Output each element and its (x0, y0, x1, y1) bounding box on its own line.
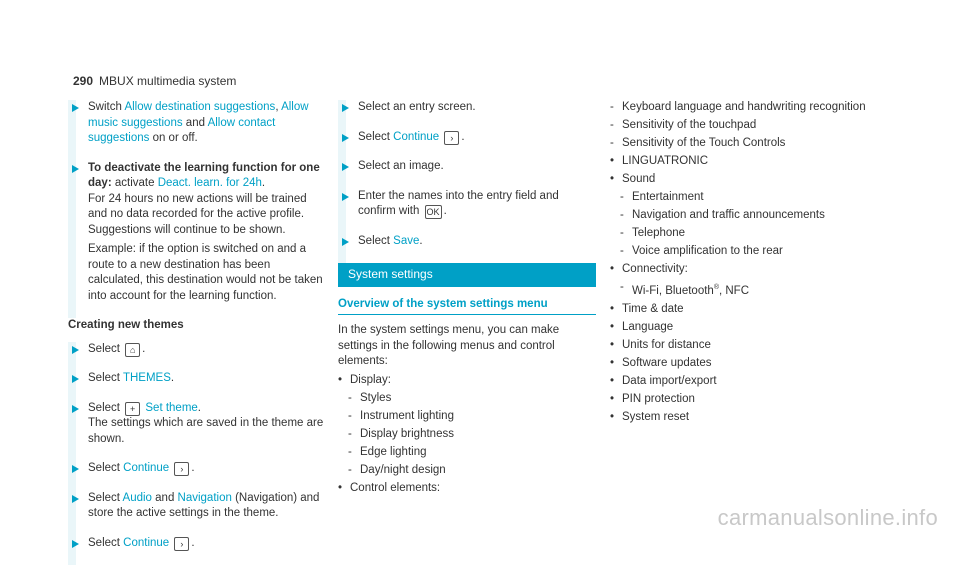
text: Select (88, 343, 123, 355)
continue-link[interactable]: Continue (123, 462, 169, 474)
text: Select (88, 537, 123, 549)
list-item: • System reset (610, 410, 880, 426)
audio-link[interactable]: Audio (123, 492, 152, 504)
list-item: • Time & date (610, 302, 880, 318)
step-continue-1: Select Continue › . (68, 461, 324, 477)
list-item: - Voice amplification to the rear (610, 244, 880, 260)
text: Enter the names into the entry field and confirm with (358, 190, 559, 218)
step-enter-names: Enter the names into the entry field and confirm with OK . (338, 189, 596, 220)
list-item: • Units for distance (610, 338, 880, 354)
registered-mark: ® (714, 284, 719, 291)
list-item: - Keyboard language and handwriting recognition (610, 100, 880, 116)
step-deactivate-learning: To deactivate the learning function for one day: activate Deact. learn. for 24h. For 24 hours no new actions will be trained and no data recorded for the active profile. Suggestions will continue to be shown. Example: if the option is switched on and a route to a new destination has been calculated, this destination would not be taken into account for the learning function. (68, 161, 324, 305)
list-item: - Edge lighting (338, 445, 596, 461)
column-1 (68, 100, 324, 565)
text: Wi-Fi, Bluetooth (632, 285, 714, 297)
step-audio-navigation (68, 491, 324, 522)
arrow-icon (72, 346, 79, 354)
step-set-theme: Select + Set theme. The settings which are saved in the theme are shown. (68, 401, 324, 448)
arrow-icon (342, 193, 349, 201)
list-item: • Software updates (610, 356, 880, 372)
text: activate (112, 177, 158, 189)
list-item: • LINGUATRONIC (610, 154, 880, 170)
text: and (183, 117, 208, 129)
list-item: • Data import/export (610, 374, 880, 390)
home-icon[interactable]: ⌂ (125, 343, 140, 357)
chevron-right-icon[interactable]: › (174, 462, 189, 476)
arrow-icon (72, 165, 79, 173)
overview-heading: Overview of the system settings menu (338, 297, 596, 316)
continue-link[interactable]: Continue (393, 131, 439, 143)
step-entry-screen (338, 100, 596, 116)
arrow-icon (342, 163, 349, 171)
menu-list-continued (610, 100, 880, 425)
deact-learn-24h-link[interactable]: Deact. learn. for 24h (158, 177, 262, 189)
themes-link[interactable]: THEMES (123, 372, 171, 384)
page-number: 290 (73, 74, 93, 88)
saved-settings-text: The settings which are saved in the theme are shown. (88, 416, 324, 447)
list-item: • Connectivity: (610, 262, 880, 278)
page-header (73, 74, 236, 90)
deactivate-description: For 24 hours no new actions will be trained and no data recorded for the active profile. Suggestions will continue to be shown. (88, 192, 324, 239)
page-title: MBUX multimedia system (99, 74, 236, 88)
step-select-themes: Select THEMES. (68, 371, 324, 387)
text: Switch (88, 101, 124, 113)
list-item: • Control elements: (338, 481, 596, 497)
allow-contact-suggestions-link[interactable]: Allow contact suggestions (88, 117, 275, 145)
list-item: • Language (610, 320, 880, 336)
step-continue-3: Select Continue › . (338, 130, 596, 146)
list-item: - Instrument lighting (338, 409, 596, 425)
arrow-icon (72, 540, 79, 548)
arrow-icon (72, 104, 79, 112)
arrow-icon (342, 104, 349, 112)
step-continue-2: Select Continue › . (68, 536, 324, 552)
column-3 (610, 100, 880, 428)
text: Select an entry screen. (358, 101, 476, 113)
list-item: • Sound (610, 172, 880, 188)
text: Select (88, 492, 123, 504)
example-text: Example: if the option is switched on and a route to a new destination has been calculated, this destination would not be taken into account for the learning function. (88, 242, 324, 304)
creating-themes-heading: Creating new themes (68, 318, 324, 334)
arrow-icon (72, 405, 79, 413)
text: Select (358, 235, 393, 247)
deactivate-heading: To deactivate the learning function for one day: (88, 162, 320, 190)
chevron-right-icon[interactable]: › (174, 537, 189, 551)
section-heading: System settings (338, 263, 596, 287)
list-item: - Day/night design (338, 463, 596, 479)
chevron-right-icon[interactable]: › (444, 131, 459, 145)
allow-music-suggestions-link[interactable]: Allow music suggestions (88, 101, 309, 129)
step-bar (68, 161, 76, 319)
arrow-icon (342, 134, 349, 142)
step-select-home: Select ⌂ . (68, 342, 324, 358)
list-item: - Navigation and traffic announcements (610, 208, 880, 224)
allow-destination-suggestions-link[interactable]: Allow destination suggestions (124, 101, 275, 113)
list-item: - Styles (338, 391, 596, 407)
text: Select (88, 462, 123, 474)
text: on or off. (149, 132, 197, 144)
list-item (610, 280, 880, 299)
list-item: - Sensitivity of the touchpad (610, 118, 880, 134)
list-item: • Display: (338, 373, 596, 389)
text: Select (358, 131, 393, 143)
step-switch-suggestions (68, 100, 324, 147)
text: and (152, 492, 178, 504)
text: , (275, 101, 281, 113)
text: Select (88, 402, 123, 414)
list-item: • PIN protection (610, 392, 880, 408)
plus-icon[interactable]: + (125, 402, 140, 416)
menu-list (338, 373, 596, 497)
step-save: Select Save. (338, 234, 596, 250)
column-2 (338, 100, 596, 499)
list-item: - Entertainment (610, 190, 880, 206)
continue-link[interactable]: Continue (123, 537, 169, 549)
step-select-image (338, 159, 596, 175)
list-item: - Sensitivity of the Touch Controls (610, 136, 880, 152)
text: (Navigation) and store the active settings in the theme. (88, 492, 319, 520)
arrow-icon (342, 238, 349, 246)
arrow-icon (72, 375, 79, 383)
text: , NFC (719, 285, 749, 297)
save-link[interactable]: Save (393, 235, 419, 247)
ok-icon[interactable]: OK (425, 205, 442, 219)
list-item: - Telephone (610, 226, 880, 242)
text: Select (88, 372, 123, 384)
arrow-icon (72, 495, 79, 503)
text: Select an image. (358, 160, 444, 172)
intro-text: In the system settings menu, you can make settings in the following menus and control elements: (338, 323, 596, 370)
arrow-icon (72, 465, 79, 473)
navigation-link[interactable]: Navigation (178, 492, 232, 504)
set-theme-link[interactable]: Set theme (145, 402, 197, 414)
list-item: - Display brightness (338, 427, 596, 443)
watermark: carmanualsonline.info (718, 510, 938, 526)
